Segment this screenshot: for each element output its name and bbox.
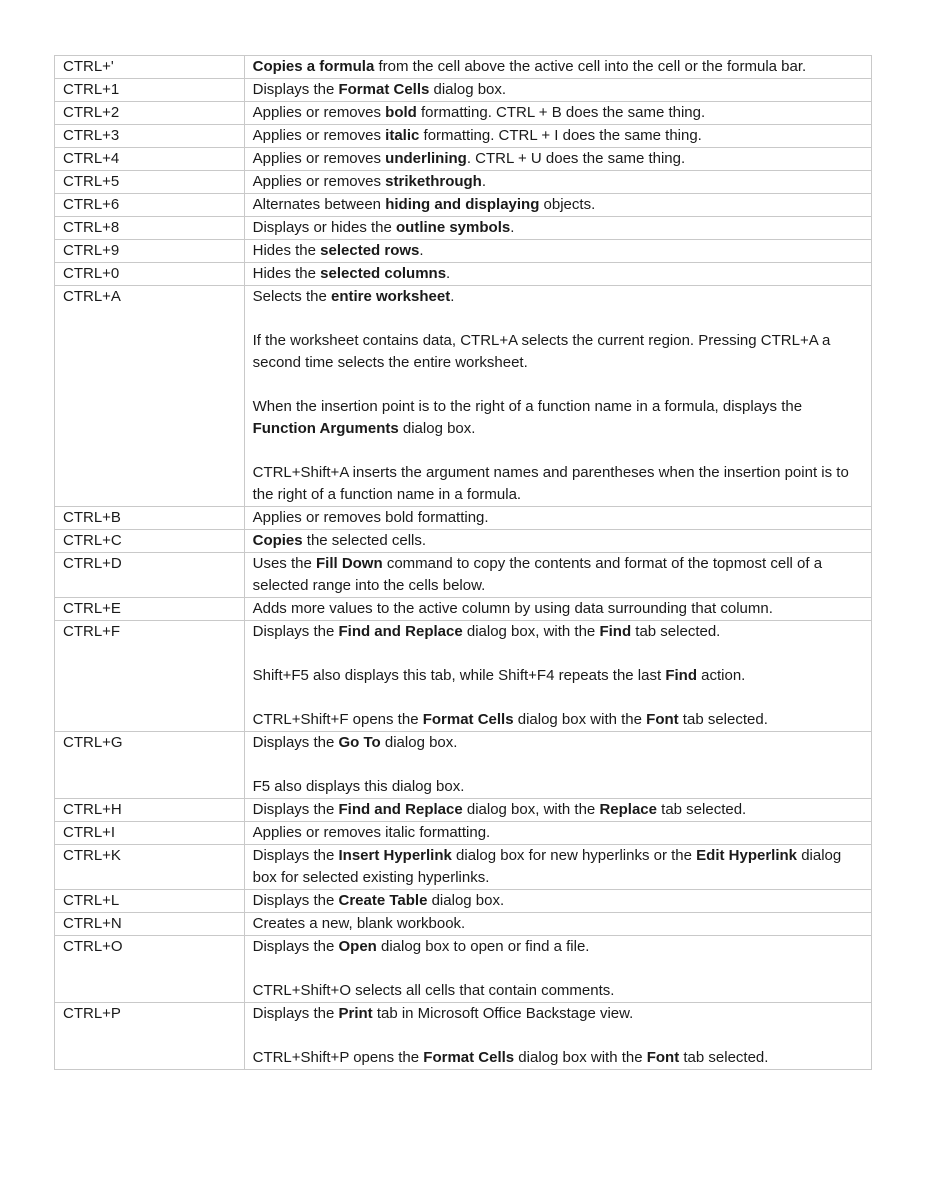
shortcut-description (244, 240, 871, 263)
text-run: the selected cells. (302, 532, 427, 549)
text-run: . (419, 242, 424, 259)
text-run: Displays the (252, 847, 339, 864)
shortcut-key: CTRL+B (55, 507, 245, 530)
shortcut-description (244, 890, 871, 913)
text-run: action. (696, 667, 746, 684)
text-run: Displays the (252, 801, 339, 818)
shortcut-row (55, 56, 872, 79)
shortcut-description (244, 822, 871, 845)
shortcut-description (244, 1003, 871, 1070)
text-run: dialog box for selected existing hyperlinks. (252, 847, 842, 886)
description-paragraph (253, 732, 863, 754)
text-run: dialog box. (427, 892, 505, 909)
bold-text: Open (338, 938, 377, 955)
bold-text: entire worksheet (331, 288, 451, 305)
shortcut-row (55, 530, 872, 553)
bold-text: Find (599, 623, 632, 640)
description-paragraph (253, 845, 863, 889)
text-run: objects. (539, 196, 596, 213)
text-run: Applies or removes bold formatting. (252, 509, 489, 526)
shortcut-row (55, 194, 872, 217)
shortcut-table-body (55, 56, 872, 1070)
text-run: tab in Microsoft Office Backstage view. (372, 1005, 634, 1022)
bold-text: Function Arguments (252, 420, 399, 437)
shortcut-key: CTRL+I (55, 822, 245, 845)
shortcut-key: CTRL+C (55, 530, 245, 553)
bold-text: selected columns (320, 265, 447, 282)
shortcut-description (244, 936, 871, 1003)
shortcut-description (244, 799, 871, 822)
shortcut-description (244, 913, 871, 936)
text-run: Applies or removes (252, 150, 386, 167)
description-paragraph (253, 890, 863, 912)
text-run: dialog box. (398, 420, 476, 437)
shortcut-table (54, 55, 872, 1070)
shortcut-key: CTRL+0 (55, 263, 245, 286)
text-run: formatting. CTRL + B does the same thing. (416, 104, 706, 121)
description-paragraph (253, 56, 863, 78)
shortcut-key: CTRL+8 (55, 217, 245, 240)
description-paragraph (253, 330, 863, 374)
shortcut-row (55, 125, 872, 148)
shortcut-key: CTRL+5 (55, 171, 245, 194)
shortcut-row (55, 240, 872, 263)
text-run: dialog box, with the (462, 623, 600, 640)
shortcut-row (55, 171, 872, 194)
text-run: CTRL+Shift+P opens the (252, 1049, 424, 1066)
shortcut-row (55, 217, 872, 240)
shortcut-key: CTRL+K (55, 845, 245, 890)
shortcut-row (55, 822, 872, 845)
text-run: . CTRL + U does the same thing. (466, 150, 686, 167)
shortcut-row (55, 732, 872, 799)
shortcut-description (244, 217, 871, 240)
shortcut-description (244, 621, 871, 732)
shortcut-description (244, 845, 871, 890)
bold-text: Insert Hyperlink (338, 847, 452, 864)
bold-text: italic (385, 127, 420, 144)
bold-text: Format Cells (338, 81, 430, 98)
bold-text: selected rows (320, 242, 420, 259)
shortcut-row (55, 286, 872, 507)
shortcut-key: CTRL+H (55, 799, 245, 822)
bold-text: Copies a formula (252, 58, 375, 75)
text-run: When the insertion point is to the right of a function name in a formula, displays the (252, 398, 803, 415)
description-paragraph (253, 980, 863, 1002)
shortcut-description (244, 507, 871, 530)
text-run: Applies or removes italic formatting. (252, 824, 491, 841)
text-run: CTRL+Shift+O selects all cells that contain comments. (252, 982, 615, 999)
shortcut-description (244, 125, 871, 148)
text-run: F5 also displays this dialog box. (252, 778, 465, 795)
shortcut-description (244, 530, 871, 553)
description-paragraph (253, 148, 863, 170)
shortcut-key: CTRL+A (55, 286, 245, 507)
shortcut-key: CTRL+4 (55, 148, 245, 171)
shortcut-row (55, 102, 872, 125)
description-paragraph (253, 1003, 863, 1025)
description-paragraph (253, 286, 863, 308)
description-paragraph (253, 217, 863, 239)
shortcut-row (55, 1003, 872, 1070)
shortcut-description (244, 286, 871, 507)
description-paragraph (253, 102, 863, 124)
text-run: CTRL+Shift+A inserts the argument names and parentheses when the insertion point is to the right of a function name in a formula. (252, 464, 849, 503)
text-run: tab selected. (679, 1049, 769, 1066)
description-paragraph (253, 194, 863, 216)
bold-text: Go To (338, 734, 381, 751)
bold-text: Format Cells (423, 1049, 515, 1066)
shortcut-row (55, 890, 872, 913)
bold-text: Font (646, 1049, 680, 1066)
text-run: Applies or removes (252, 173, 386, 190)
text-run: . (481, 173, 487, 190)
text-run: Shift+F5 also displays this tab, while Shift+F4 repeats the last (252, 667, 666, 684)
text-run: from the cell above the active cell into the cell or the formula bar. (374, 58, 807, 75)
shortcut-row (55, 263, 872, 286)
bold-text: Replace (599, 801, 657, 818)
shortcut-description (244, 598, 871, 621)
text-run: dialog box to open or find a file. (376, 938, 590, 955)
bold-text: hiding and displaying (385, 196, 540, 213)
description-paragraph (253, 936, 863, 958)
shortcut-row (55, 598, 872, 621)
description-paragraph (253, 125, 863, 147)
text-run: . (446, 265, 451, 282)
bold-text: Find and Replace (338, 801, 463, 818)
text-run: Uses the (252, 555, 316, 572)
shortcut-key: CTRL+E (55, 598, 245, 621)
description-paragraph (253, 530, 863, 552)
bold-text: strikethrough (385, 173, 482, 190)
text-run: formatting. CTRL + I does the same thing. (419, 127, 702, 144)
description-paragraph (253, 822, 863, 844)
shortcut-description (244, 263, 871, 286)
bold-text: Fill Down (315, 555, 383, 572)
bold-text: Create Table (338, 892, 428, 909)
text-run: Displays the (252, 892, 339, 909)
shortcut-key: CTRL+' (55, 56, 245, 79)
shortcut-row (55, 148, 872, 171)
shortcut-key: CTRL+O (55, 936, 245, 1003)
text-run: Applies or removes (252, 127, 386, 144)
bold-text: bold (385, 104, 417, 121)
description-paragraph (253, 598, 863, 620)
shortcut-description (244, 553, 871, 598)
description-paragraph (253, 799, 863, 821)
text-run: tab selected. (631, 623, 721, 640)
shortcut-key: CTRL+G (55, 732, 245, 799)
description-paragraph (253, 240, 863, 262)
text-run: Applies or removes (252, 104, 386, 121)
description-paragraph (253, 665, 863, 687)
shortcut-key: CTRL+N (55, 913, 245, 936)
text-run: If the worksheet contains data, CTRL+A selects the current region. Pressing CTRL+A a second time selects the entire worksheet. (252, 332, 831, 371)
shortcut-row (55, 621, 872, 732)
text-run: Hides the (252, 265, 321, 282)
text-run: Displays the (252, 734, 339, 751)
shortcut-description (244, 732, 871, 799)
shortcut-row (55, 507, 872, 530)
shortcut-key: CTRL+2 (55, 102, 245, 125)
text-run: Displays or hides the (252, 219, 397, 236)
shortcut-row (55, 553, 872, 598)
text-run: Displays the (252, 938, 339, 955)
description-paragraph (253, 79, 863, 101)
shortcut-key: CTRL+F (55, 621, 245, 732)
shortcut-key: CTRL+1 (55, 79, 245, 102)
text-run: CTRL+Shift+F opens the (252, 711, 423, 728)
shortcut-row (55, 79, 872, 102)
text-run: Displays the (252, 623, 339, 640)
text-run: Hides the (252, 242, 321, 259)
text-run: dialog box. (380, 734, 458, 751)
text-run: dialog box, with the (462, 801, 600, 818)
description-paragraph (253, 171, 863, 193)
description-paragraph (253, 621, 863, 643)
shortcut-description (244, 148, 871, 171)
shortcut-description (244, 56, 871, 79)
text-run: tab selected. (678, 711, 768, 728)
text-run: Displays the (252, 1005, 339, 1022)
description-paragraph (253, 507, 863, 529)
shortcut-key: CTRL+9 (55, 240, 245, 263)
text-run: Adds more values to the active column by using data surrounding that column. (252, 600, 773, 617)
description-paragraph (253, 553, 863, 597)
text-run: dialog box. (429, 81, 507, 98)
text-run: Selects the (252, 288, 331, 305)
shortcut-description (244, 102, 871, 125)
bold-text: Copies (252, 532, 303, 549)
shortcut-key: CTRL+L (55, 890, 245, 913)
document-page (54, 55, 872, 1070)
bold-text: Format Cells (422, 711, 514, 728)
shortcut-description (244, 194, 871, 217)
description-paragraph (253, 776, 863, 798)
description-paragraph (253, 913, 863, 935)
description-paragraph (253, 709, 863, 731)
shortcut-row (55, 936, 872, 1003)
shortcut-row (55, 845, 872, 890)
description-paragraph (253, 263, 863, 285)
text-run: dialog box with the (514, 1049, 647, 1066)
bold-text: outline symbols (396, 219, 511, 236)
bold-text: Find (665, 667, 697, 684)
text-run: tab selected. (657, 801, 747, 818)
shortcut-row (55, 913, 872, 936)
bold-text: Find and Replace (338, 623, 463, 640)
text-run: Alternates between (252, 196, 386, 213)
text-run: . (510, 219, 515, 236)
shortcut-description (244, 171, 871, 194)
text-run: Displays the (252, 81, 339, 98)
bold-text: Print (338, 1005, 373, 1022)
text-run: Creates a new, blank workbook. (252, 915, 466, 932)
shortcut-row (55, 799, 872, 822)
text-run: dialog box with the (513, 711, 647, 728)
description-paragraph (253, 1047, 863, 1069)
bold-text: Font (646, 711, 679, 728)
shortcut-key: CTRL+6 (55, 194, 245, 217)
description-paragraph (253, 396, 863, 440)
description-paragraph (253, 462, 863, 506)
text-run: command to copy the contents and format of the topmost cell of a selected range into the cells below. (252, 555, 823, 594)
shortcut-key: CTRL+P (55, 1003, 245, 1070)
text-run: . (450, 288, 455, 305)
bold-text: Edit Hyperlink (696, 847, 798, 864)
shortcut-description (244, 79, 871, 102)
shortcut-key: CTRL+D (55, 553, 245, 598)
shortcut-key: CTRL+3 (55, 125, 245, 148)
text-run: dialog box for new hyperlinks or the (451, 847, 697, 864)
bold-text: underlining (385, 150, 467, 167)
